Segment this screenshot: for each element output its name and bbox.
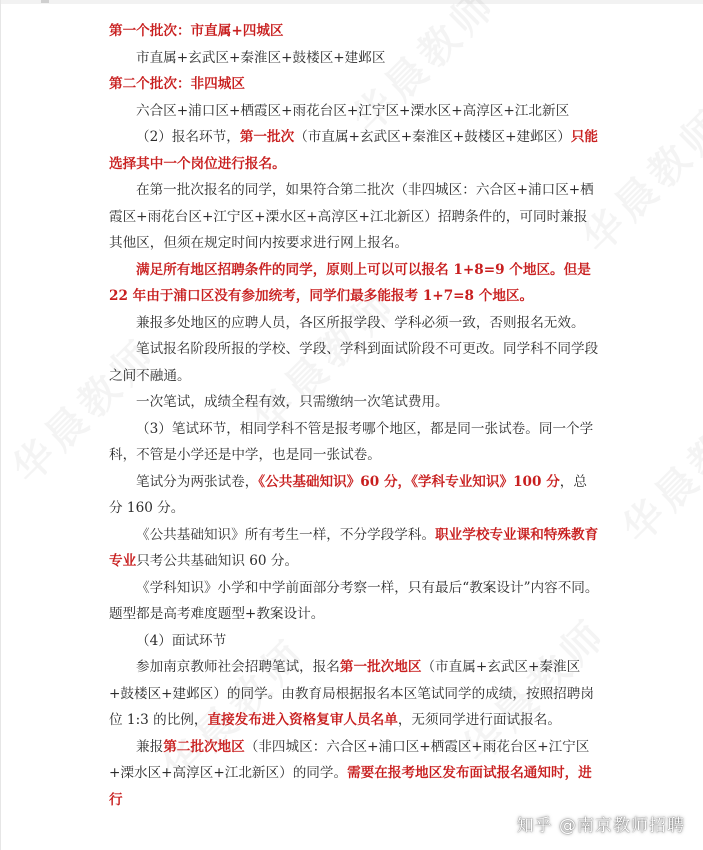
highlight-text: 直接发布进入资格复审人员名单 (207, 712, 398, 728)
highlight-text: 第一批次地区 (339, 659, 422, 675)
highlight-text: 需要在报考地区发布面试报名通知时，进行 (109, 765, 592, 808)
batch-two-districts: 六合区+浦口区+栖霞区+雨花台区+江宁区+溧水区+高淳区+江北新区 (136, 102, 570, 119)
text-run: （非四城区：六合区+浦口区+栖霞区+雨花台区+江宁区+溧水区+高淳区+江北新区）的同学。 (109, 738, 590, 781)
highlight-text: 职业学校专业课和特殊教育专业 (109, 526, 599, 569)
document-body (109, 18, 599, 813)
text-run: 只考公共基础知识 60 分。 (136, 553, 299, 569)
interview-batch-one-paragraph (109, 654, 599, 734)
interview-heading: （4）面试环节 (136, 632, 227, 649)
text-run: 笔试分为两张试卷， (136, 473, 259, 490)
exam-papers-paragraph (109, 469, 599, 522)
batch-one-heading: 第一个批次：市直属+四城区 (109, 23, 284, 39)
batch-one-districts: 市直属+玄武区+秦淮区+鼓楼区+建邺区 (136, 49, 386, 66)
no-change-paragraph: 笔试报名阶段所报的学校、学段、学科到面试阶段不可更改。同学科不同学段之间不融通。 (109, 341, 599, 384)
highlight-text: 第二批次地区 (163, 738, 245, 755)
interview-batch-two-paragraph (109, 734, 599, 814)
highlight-text: 第一批次 (239, 129, 295, 145)
top-border (1, 0, 703, 4)
registration-paragraph (109, 124, 599, 177)
text-run: （2）报名环节， (136, 129, 240, 145)
text-run: （市直属+玄武区+秦淮区+鼓楼区+建邺区） (294, 129, 571, 145)
batch-two-heading: 第二个批次：非四城区 (109, 76, 245, 92)
text-run: ，总分 160 分。 (109, 473, 587, 516)
written-exam-paragraph: （3）笔试环节，相同学科不管是报考哪个地区，都是同一张试卷。同一个学科，不管是小学还是中学，也是同一张试卷。 (109, 420, 594, 463)
public-knowledge-paragraph (109, 522, 599, 575)
top-mark (41, 0, 49, 3)
zhihu-watermark: 知乎 @南京教师招聘 (516, 816, 685, 836)
text-run: 参加南京教师社会招聘笔试，报名 (136, 659, 340, 675)
exam-once-paragraph: 一次笔试，成绩全程有效，只需缴纳一次笔试费用。 (136, 394, 449, 410)
max-regions-paragraph: 满足所有地区招聘条件的同学，原则上可以可以报名 1+8=9 个地区。但是22 年由于浦口区没有参加统考，同学们最多能报考 1+7=8 个地区。 (109, 261, 591, 304)
dual-registration-paragraph: 在第一批次报名的同学，如果符合第二批次（非四城区：六合区+浦口区+栖霞区+雨花台区+江宁区+溧水区+高淳区+江北新区）招聘条件的，可同时兼报其他区，但须在规定时间内按要求进行网上报名。 (109, 182, 594, 251)
subject-knowledge-paragraph: 《学科知识》小学和中学前面部分考察一样，只有最后“教案设计”内容不同。题型都是高考难度题型+教案设计。 (109, 579, 599, 622)
text-run: （市直属+玄武区+秦淮区+鼓楼区+建邺区）的同学。由教育局根据报名本区笔试同学的成绩，按照招聘岗位 1:3 的比例， (109, 659, 594, 728)
highlight-text: 只能选择其中一个岗位进行报名。 (109, 129, 599, 172)
text-run: 《公共基础知识》所有考生一样，不分学段学科。 (136, 526, 436, 543)
watermark (608, 383, 703, 553)
text-run: 兼报 (136, 738, 164, 755)
highlight-text: 《公共基础知识》60 分，《学科专业知识》100 分 (258, 473, 560, 490)
consistency-paragraph: 兼报多处地区的应聘人员，各区所报学段、学科必须一致，否则报名无效。 (136, 314, 585, 331)
text-run: ，无须同学进行面试报名。 (397, 712, 561, 728)
